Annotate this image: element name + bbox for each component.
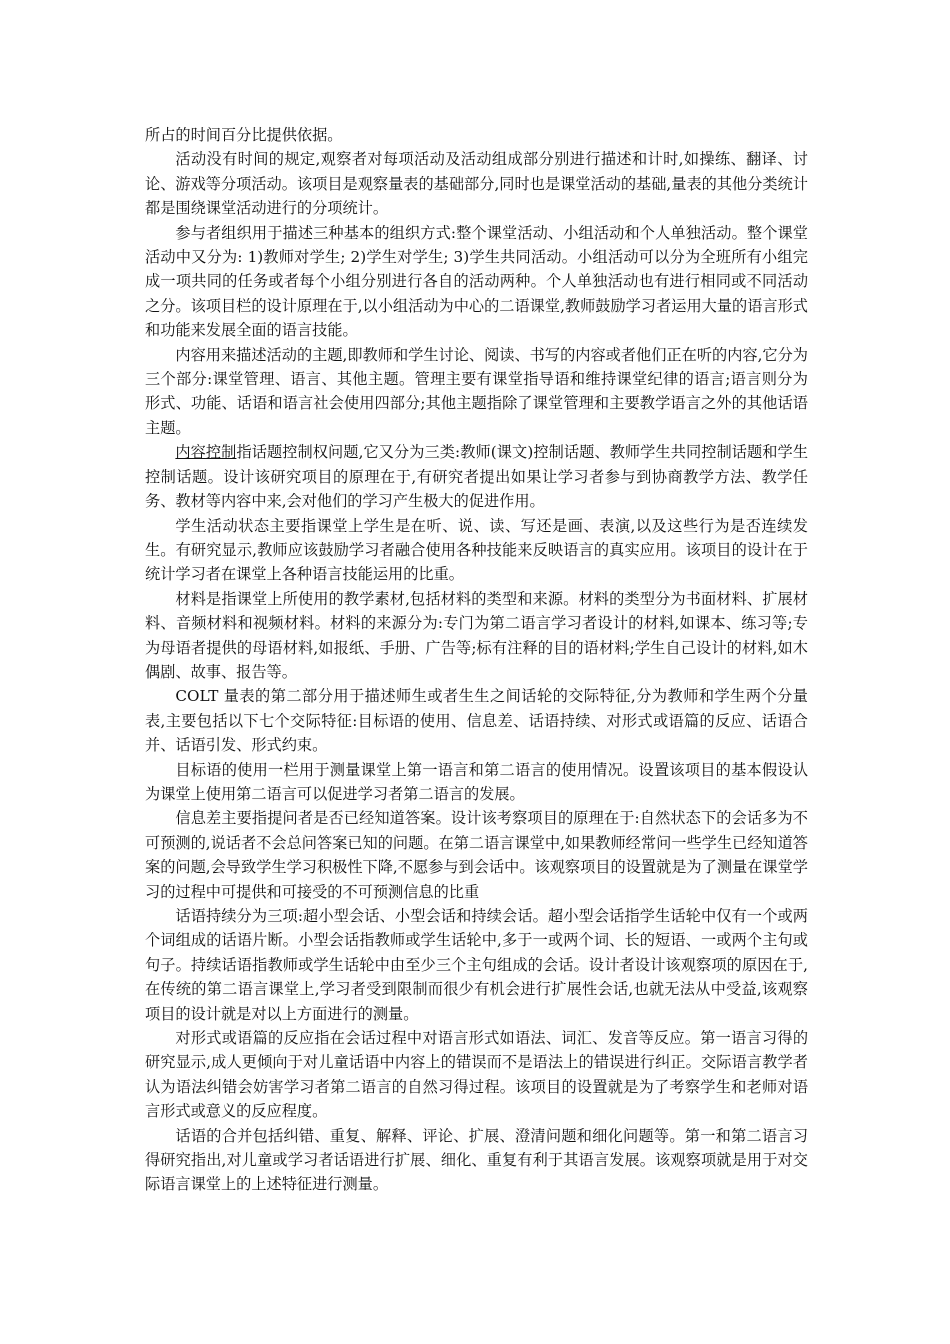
paragraph-student-modality: 学生活动状态主要指课堂上学生是在听、说、读、写还是画、表演,以及这些行为是否连续发生。有研究显示,教师应该鼓励学习者融合使用各种技能来反映语言的真实应用。该项目的设计在于统计学习者在课堂上各种语言技能运用的比重。	[145, 516, 808, 584]
paragraph-target-language: 目标语的使用一栏用于测量课堂上第一语言和第二语言的使用情况。设置该项目的基本假设认为课堂上使用第二语言可以促进学习者第二语言的发展。	[145, 760, 808, 803]
paragraph-participant-organization: 参与者组织用于描述三种基本的组织方式:整个课堂活动、小组活动和个人单独活动。整个课堂活动中又分为: 1)教师对学生; 2)学生对学生; 3)学生共同活动。小组活动可以分为全班所有小组完成一项共同的任务或者每个小组分别进行各自的活动两种。个人单独活动也有进行相同或不同活动之分。该项目栏的设计原理在于,以小组活动为中心的二语课堂,教师鼓励学习者运用大量的语言形式和功能来发展全面的语言技能。	[145, 223, 808, 340]
paragraph-colt-part-two: COLT 量表的第二部分用于描述师生或者生生之间话轮的交际特征,分为教师和学生两个分量表,主要包括以下七个交际特征:目标语的使用、信息差、话语持续、对形式或语篇的反应、话语合并、话语引发、形式约束。	[145, 687, 808, 755]
document-body	[145, 123, 808, 1197]
paragraph-sustained-speech: 话语持续分为三项:超小型会话、小型会话和持续会话。超小型会话指学生话轮中仅有一个或两个词组成的话语片断。小型会话指教师或学生话轮中,多于一或两个词、长的短语、一或两个主句或句子。持续话语指教师或学生话轮中由至少三个主句组成的会话。设计者设计该观察项的原因在于,在传统的第二语言课堂上,学习者受到限制而很少有机会进行扩展性会话,也就无法从中受益,该观察项目的设计就是对以上方面进行的测量。	[145, 907, 808, 1023]
underlined-term: 内容控制	[175, 443, 237, 462]
paragraph-content-control-text: 指话题控制权问题,它又分为三类:教师(课文)控制话题、教师学生共同控制话题和学生控制话题。设计该研究项目的原理在于,有研究者提出如果让学习者参与到协商教学方法、教学任务、教材等内容中来,会对他们的学习产生极大的促进作用。	[145, 443, 809, 511]
paragraph-continuation: 所占的时间百分比提供依据。	[145, 126, 343, 144]
paragraph-materials: 材料是指课堂上所使用的教学素材,包括材料的类型和来源。材料的类型分为书面材料、扩展材料、音频材料和视频材料。材料的来源分为:专门为第二语言学习者设计的材料,如课本、练习等;专为母语者提供的母语材料,如报纸、手册、广告等;标有注释的目的语材料;学生自己设计的材料,如木偶剧、故事、报告等。	[145, 589, 808, 681]
paragraph-incorporation: 话语的合并包括纠错、重复、解释、评论、扩展、澄清问题和细化问题等。第一和第二语言习得研究指出,对儿童或学习者话语进行扩展、细化、重复有利于其语言发展。该观察项就是用于对交际语言课堂上的上述特征进行测量。	[145, 1126, 808, 1194]
paragraph-reaction-to-form: 对形式或语篇的反应指在会话过程中对语言形式如语法、词汇、发音等反应。第一语言习得的研究显示,成人更倾向于对儿童话语中内容上的错误而不是语法上的错误进行纠正。交际语言教学者认为语法纠错会妨害学习者第二语言的自然习得过程。该项目的设置就是为了考察学生和老师对语言形式或意义的反应程度。	[145, 1029, 808, 1121]
paragraph-activity: 活动没有时间的规定,观察者对每项活动及活动组成部分别进行描述和计时,如操练、翻译、讨论、游戏等分项活动。该项目是观察量表的基础部分,同时也是课堂活动的基础,量表的其他分类统计都是围绕课堂活动进行的分项统计。	[145, 150, 808, 218]
paragraph-content-control	[145, 440, 808, 513]
paragraph-information-gap: 信息差主要指提问者是否已经知道答案。设计该考察项目的原理在于:自然状态下的会话多为不可预测的,说话者不会总问答案已知的问题。在第二语言课堂中,如果教师经常问一些学生已经知道答案的问题,会导致学生学习积极性下降,不愿参与到会话中。该观察项目的设置就是为了测量在课堂学习的过程中可提供和可接受的不可预测信息的比重	[145, 809, 808, 901]
paragraph-content: 内容用来描述活动的主题,即教师和学生讨论、阅读、书写的内容或者他们正在听的内容,它分为三个部分:课堂管理、语言、其他主题。管理主要有课堂指导语和维持课堂纪律的语言;语言则分为形式、功能、话语和语言社会使用四部分;其他主题指除了课堂管理和主要教学语言之外的其他话语主题。	[145, 345, 808, 437]
